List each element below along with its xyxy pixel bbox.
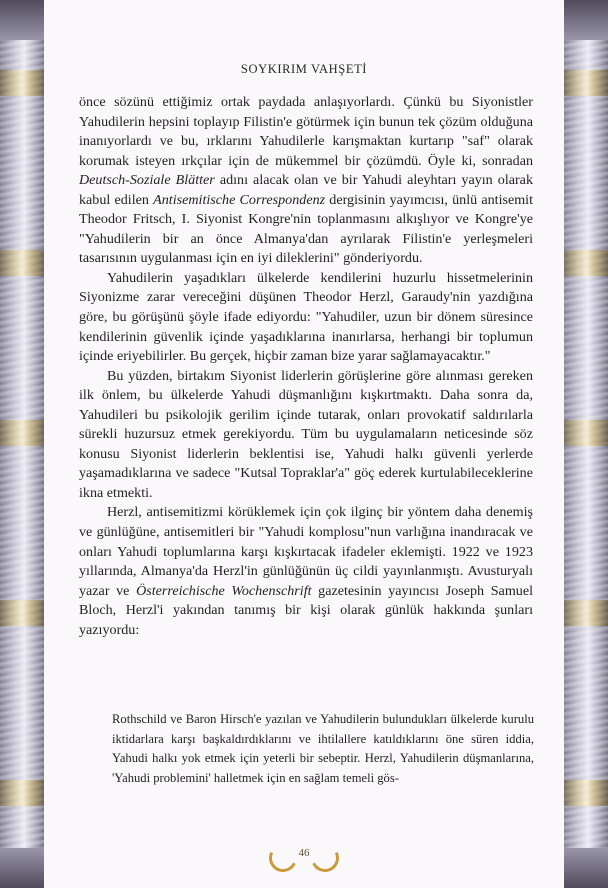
page-footer	[0, 838, 608, 874]
paragraph: Yahudilerin yaşadıkları ülkelerde kendilerini huzurlu hissetmelerinin Siyonizme zarar vereceğini düşünen Theodor Herzl, Garaudy'nin yazdığına göre, bu görüşünü şöyle ifade ediyordu: "Yahudiler, uzun bir dönem süresince kendilerinin güvenlik içinde yaşadıklarına inanırlarsa, herhangi bir toplumun içinde eriyebilirler. Bu gerçek, hiçbir zaman bize yarar sağlamayacaktır."	[79, 269, 533, 365]
paragraph: Bu yüzden, birtakım Siyonist liderlerin görüşlerine göre alınması gereken ilk önlem, bu ülkelerde Yahudi düşmanlığını kışkırtmaktı. Daha sonra da, Yahudileri bu psikolojik gerilim içinde tutarak, onları provokatif saldırılarla sürekli huzursuz etmek gerekiyordu. Tüm bu uygulamaların neticesinde söz konusu Siyonist liderlerin beklentisi ise, Yahudi halkı güvenli yerlerde yaşamadıklarına ve sadece "Kutsal Topraklar'a" göç ederek kurtulabileceklerine ikna etmekti.	[79, 367, 533, 501]
ornament-icon	[269, 838, 339, 872]
paragraph: Herzl, antisemitizmi körüklemek için çok ilginç bir yöntem daha denemiş ve günlüğüne, antisemitleri bir "Yahudi komplosu"nun varlığına inandıracak ve onları Yahudi toplumlarına karşı kışkırtacak ifadeler eklemişti. 1922 ve 1923 yıllarında, Almanya'da Herzl'in günlüğünün üç cildi yayınlanmıştı. Avusturyalı yazar ve Österreichische Wochenschrift gazetesinin yayıncısı Joseph Samuel Bloch, Herzl'i yakından tanımış bir kişi olarak günlük hakkında şunları yazıyordu:	[79, 504, 533, 638]
right-marble-column	[564, 0, 608, 888]
block-quote: Rothschild ve Baron Hirsch'e yazılan ve Yahudilerin bulundukları ülkelerde kurulu iktidarlara karşı başkaldırdıklarını ve ihtilallere katıldıklarını öne süren iddia, Yahudi halkı yok etmek için yeterli bir sebeptir. Herzl, Yahudilerin düşmanlarına, 'Yahudi problemini' halletmek için en sağlam temeli gös-	[112, 712, 534, 785]
left-marble-column	[0, 0, 44, 888]
paragraph: önce sözünü ettiğimiz ortak paydada anlaşıyorlardı. Çünkü bu Siyonistler Yahudilerin hepsini toplayıp Filistin'e götürmek için bunun tek çözüm olduğuna inanıyorlardı ve bu, ırklarını Yahudilerle karışmaktan kurtarıp "saf" olarak korumak isteyen ırkçılar için de mükemmel bir çözümdü. Öyle ki, sonradan Deutsch-Soziale Blätter adını alacak olan ve bir Yahudi aleyhtarı yayın olarak kabul edilen Antisemitische Correspondenz dergisinin yayımcısı, ünlü antisemit Theodor Fritsch, I. Siyonist Kongre'nin toplanmasını alkışlıyor ve Kongre'ye "Yahudilerin bir an önce Almanya'dan ayrılarak Filistin'e yerleşmeleri tasarısının uygulanması için en iyi dileklerini" gönderiyordu.	[79, 94, 534, 267]
running-header: SOYKIRIM VAHŞETİ	[240, 62, 368, 76]
body-text	[79, 93, 533, 640]
page-number: 46	[298, 847, 310, 859]
